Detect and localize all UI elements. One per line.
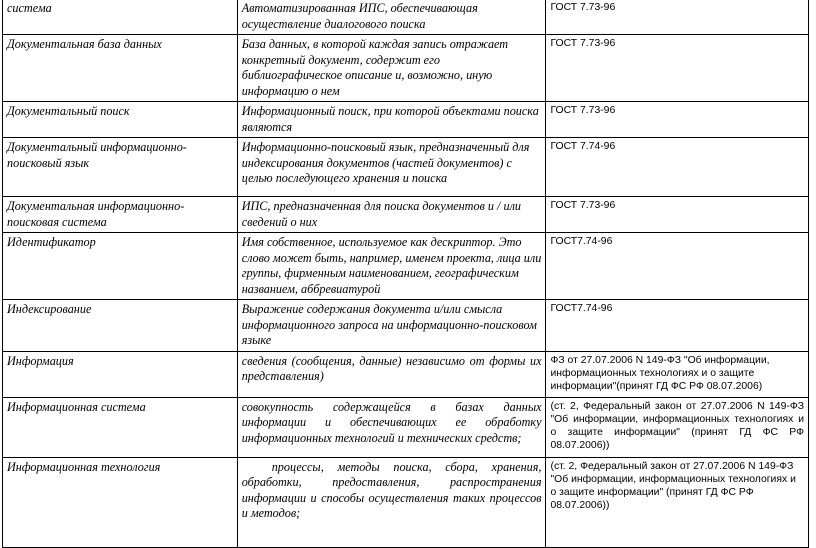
source-cell: ГОСТ7.74-96	[546, 300, 809, 352]
term-cell: Информационная технология	[3, 457, 238, 547]
definition-cell: Выражение содержания документа и/или смысла информационного запроса на информационно-поисковом языке	[237, 300, 546, 352]
term-cell: Документальный информационно-поисковый язык	[3, 138, 238, 197]
term-cell: Документальный поиск	[3, 102, 238, 138]
table-row	[3, 138, 809, 197]
table-row	[3, 397, 809, 457]
definition-cell: Информационно-поисковый язык, предназначенный для индексирования документов (частей документов) с целью последующего хранения и поиска	[237, 138, 546, 197]
source-cell: ГОСТ 7.73-96	[546, 197, 809, 233]
definition-cell: Информационный поиск, при которой объектами поиска являются	[237, 102, 546, 138]
source-cell: ГОСТ 7.73-96	[546, 35, 809, 102]
definition-cell: База данных, в которой каждая запись отражает конкретный документ, содержит его библиографическое описание и, возможно, иную информацию о нем	[237, 35, 546, 102]
definition-cell: совокупность содержащейся в базах данных информации и обеспечивающих ее обработку информационных технологий и технических средств;	[237, 397, 546, 457]
term-cell: Идентификатор	[3, 233, 238, 300]
source-cell: ФЗ от 27.07.2006 N 149-ФЗ "Об информации, информационных технологиях и о защите информации"(принят ГД ФС РФ 08.07.2006)	[546, 351, 809, 397]
definition-cell: процессы, методы поиска, сбора, хранения, обработки, предоставления, распространения информации и способы осуществления таких процессов и методов;	[237, 457, 546, 547]
table-row	[3, 102, 809, 138]
table-row	[3, 457, 809, 547]
term-cell: Документальная база данных	[3, 35, 238, 102]
source-cell: ГОСТ 7.74-96	[546, 138, 809, 197]
source-cell: ГОСТ7.74-96	[546, 233, 809, 300]
table-row	[3, 351, 809, 397]
definition-cell: Имя собственное, используемое как дескриптор. Это слово может быть, например, именем проекта, лица или группы, фирменным наименованием, географическим названием, аббревиатурой	[237, 233, 546, 300]
table-row	[3, 197, 809, 233]
definition-cell: Автоматизированная ИПС, обеспечивающая осуществление диалогового поиска	[237, 0, 546, 35]
term-cell: Информационная система	[3, 397, 238, 457]
table-row	[3, 35, 809, 102]
term-cell: система	[3, 0, 238, 35]
source-cell: (ст. 2, Федеральный закон от 27.07.2006 N 149-ФЗ "Об информации, информационных технологиях и о защите информации" (принят ГД ФС РФ 08.07.2006))	[546, 457, 809, 547]
source-cell: ГОСТ 7.73-96	[546, 102, 809, 138]
definition-cell: сведения (сообщения, данные) независимо от формы их представления)	[237, 351, 546, 397]
source-cell: ГОСТ 7.73-96	[546, 0, 809, 35]
term-cell: Документальная информационно-поисковая система	[3, 197, 238, 233]
source-cell: (ст. 2, Федеральный закон от 27.07.2006 N 149-ФЗ "Об информации, информационных технологиях и о защите информации" (принят ГД ФС РФ 08.07.2006))	[546, 397, 809, 457]
table-row	[3, 300, 809, 352]
term-cell: Информация	[3, 351, 238, 397]
table-row	[3, 233, 809, 300]
term-cell: Индексирование	[3, 300, 238, 352]
definition-cell: ИПС, предназначенная для поиска документов и / или сведений о них	[237, 197, 546, 233]
glossary-table	[2, 0, 809, 548]
table-row	[3, 0, 809, 35]
right-page-edge	[812, 0, 816, 511]
